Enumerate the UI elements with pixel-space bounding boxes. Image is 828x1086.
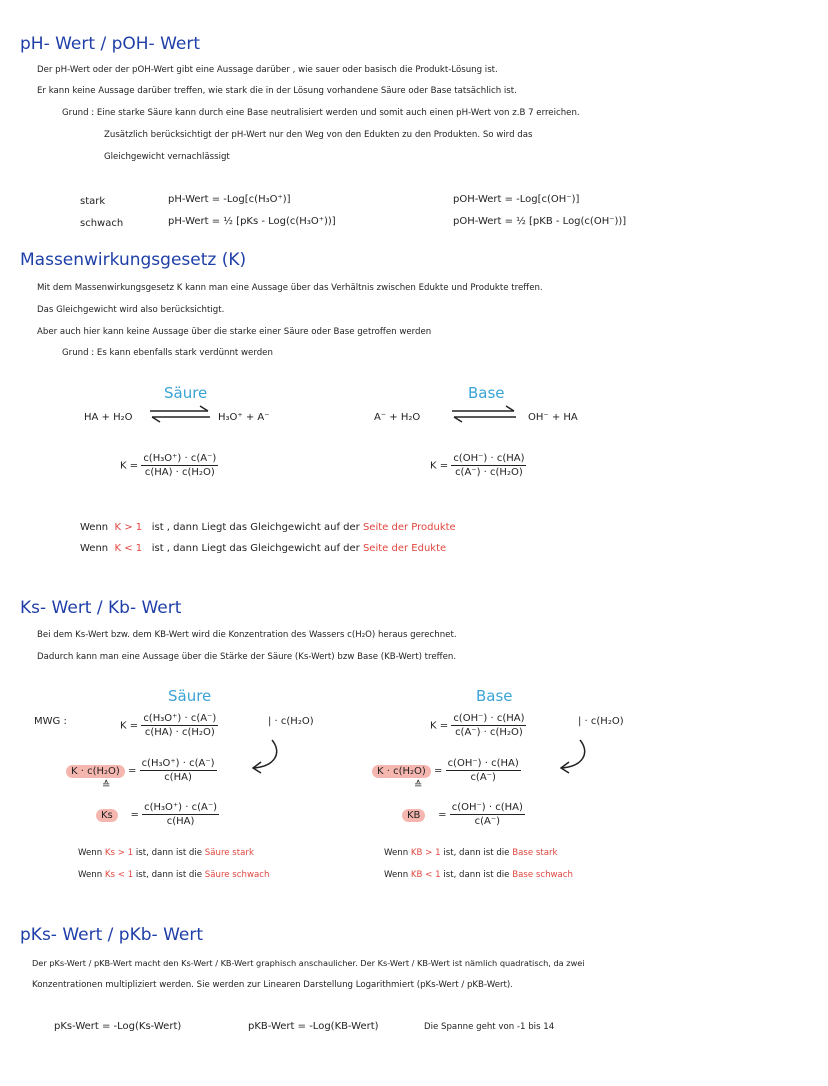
- fraction-numerator: c(OH⁻) · c(HA): [453, 453, 525, 464]
- fraction-numerator: c(H₃O⁺) · c(A⁻): [143, 713, 217, 724]
- fraction-denominator: c(A⁻) · c(H₂O): [455, 727, 523, 738]
- rule-result: Säure schwach: [204, 870, 270, 880]
- highlight-kb: KB: [402, 809, 425, 822]
- range-note: Die Spanne geht von -1 bis 14: [424, 1022, 555, 1032]
- rule-result: Seite der Produkte: [362, 522, 456, 533]
- fraction-denominator: c(A⁻) · c(H₂O): [455, 467, 523, 478]
- eq-saeure-left: HA + H₂O: [84, 412, 133, 423]
- label-schwach: schwach: [80, 218, 124, 229]
- equilibrium-arrow-icon: [452, 404, 518, 424]
- highlight-k-water: K · c(H₂O): [372, 765, 431, 778]
- fraction-numerator: c(H₃O⁺) · c(A⁻): [141, 758, 215, 769]
- rule-word: Wenn: [78, 870, 103, 880]
- text-line: Bei dem Ks-Wert bzw. dem KB-Wert wird die Konzentration des Wassers c(H₂O) heraus gerechnet.: [37, 630, 457, 640]
- section-title-pks: pKs- Wert / pKb- Wert: [20, 925, 203, 945]
- fraction-numerator: c(OH⁻) · c(HA): [447, 758, 519, 769]
- section-title-ks: Ks- Wert / Kb- Wert: [20, 598, 182, 618]
- rule-text: ist , dann Liegt das Gleichgewicht auf der: [151, 543, 360, 554]
- equals-sign: =: [130, 809, 139, 821]
- rule-condition: K > 1: [114, 522, 143, 533]
- text-line: Grund : Es kann ebenfalls stark verdünnt werden: [62, 348, 273, 358]
- highlight-ks: Ks: [96, 809, 118, 822]
- rule-result: Säure stark: [204, 848, 254, 858]
- k-prefix: K =: [120, 460, 139, 472]
- rule-text: ist, dann ist die: [443, 848, 510, 858]
- k-saeure-formula: [120, 713, 218, 738]
- fraction-numerator: c(OH⁻) · c(HA): [453, 713, 525, 724]
- k-times-water-row: [66, 758, 217, 783]
- rule-kb-greater: [384, 848, 557, 858]
- k-prefix: K =: [430, 720, 449, 732]
- equals-sign: =: [127, 765, 137, 777]
- rule-word: Wenn: [384, 848, 409, 858]
- section-title-mwg: Massenwirkungsgesetz (K): [20, 250, 247, 270]
- k-base-formula: [430, 453, 526, 478]
- label-saeure: Säure: [164, 384, 208, 402]
- text-line: Dadurch kann man eine Aussage über die Stärke der Säure (Ks-Wert) bzw Base (KB-Wert) treffen.: [37, 652, 457, 662]
- equals-sign: =: [433, 765, 443, 777]
- k-saeure-formula: [120, 453, 218, 478]
- k-prefix: K =: [430, 460, 449, 472]
- label-mwg: MWG :: [34, 716, 67, 727]
- multiply-water: | · c(H₂O): [268, 716, 314, 727]
- eq-saeure-right: H₃O⁺ + A⁻: [218, 412, 270, 423]
- rule-k-greater: [80, 522, 456, 533]
- text-line: Der pKs-Wert / pKB-Wert macht den Ks-Wert / KB-Wert graphisch anschaulicher. Der Ks-Wert / KB-Wert ist nämlich quadratisch, da zwei: [32, 958, 585, 968]
- rule-k-less: [80, 543, 446, 554]
- text-line: Aber auch hier kann keine Aussage über die starke einer Säure oder Base getroffen werden: [37, 327, 432, 337]
- fraction-numerator: c(H₃O⁺) · c(A⁻): [143, 453, 217, 464]
- rule-condition: KB > 1: [410, 848, 441, 858]
- curved-arrow-icon: [248, 738, 282, 774]
- label-base: Base: [468, 384, 505, 402]
- rule-text: ist, dann ist die: [443, 870, 510, 880]
- rule-result: Base stark: [512, 848, 558, 858]
- highlight-k-water: K · c(H₂O): [66, 765, 125, 778]
- fraction-denominator: c(HA): [164, 772, 192, 783]
- fraction-denominator: c(HA) · c(H₂O): [144, 727, 215, 738]
- text-line: Grund : Eine starke Säure kann durch eine Base neutralisiert werden und somit auch einen pH-Wert von z.B 7 erreichen.: [62, 108, 580, 118]
- eq-base-left: A⁻ + H₂O: [374, 412, 421, 423]
- k-base-formula: [430, 713, 526, 738]
- formula-pkb: pKB-Wert = -Log(KB-Wert): [248, 1021, 379, 1032]
- rule-condition: Ks > 1: [104, 848, 134, 858]
- label-saeure: Säure: [168, 687, 212, 705]
- rule-condition: Ks < 1: [104, 870, 134, 880]
- fraction-denominator: c(HA): [166, 816, 195, 827]
- label-base: Base: [476, 687, 513, 705]
- formula-ph-stark: pH-Wert = -Log[c(H₃O⁺)]: [168, 194, 291, 205]
- multiply-water: | · c(H₂O): [578, 716, 624, 727]
- rule-word: Wenn: [78, 848, 103, 858]
- k-prefix: K =: [120, 720, 139, 732]
- k-times-water-row: [372, 758, 521, 783]
- rule-condition: KB < 1: [410, 870, 441, 880]
- rule-ks-greater: [78, 848, 254, 858]
- rule-ks-less: [78, 870, 269, 880]
- formula-poh-schwach: pOH-Wert = ½ [pKB - Log(c(OH⁻))]: [453, 216, 627, 227]
- rule-word: Wenn: [80, 543, 109, 554]
- formula-ph-schwach: pH-Wert = ½ [pKs - Log(c(H₃O⁺))]: [168, 216, 336, 227]
- fraction-denominator: c(A⁻): [470, 772, 496, 783]
- text-line: Das Gleichgewicht wird also berücksichtigt.: [37, 305, 225, 315]
- rule-kb-less: [384, 870, 573, 880]
- rule-text: ist , dann Liegt das Gleichgewicht auf der: [151, 522, 360, 533]
- curved-arrow-icon: [556, 738, 590, 774]
- formula-pks: pKs-Wert = -Log(Ks-Wert): [54, 1021, 182, 1032]
- text-line: Gleichgewicht vernachlässigt: [104, 152, 230, 162]
- rule-word: Wenn: [384, 870, 409, 880]
- formula-poh-stark: pOH-Wert = -Log[c(OH⁻)]: [453, 194, 580, 205]
- label-stark: stark: [80, 196, 106, 207]
- fraction-denominator: c(A⁻): [474, 816, 501, 827]
- rule-text: ist, dann ist die: [135, 870, 203, 880]
- equilibrium-arrow-icon: [150, 404, 212, 424]
- eq-base-right: OH⁻ + HA: [528, 412, 578, 423]
- rule-result: Base schwach: [512, 870, 573, 880]
- text-line: Zusätzlich berücksichtigt der pH-Wert nur den Weg von den Edukten zu den Produkten. So wird das: [104, 130, 533, 140]
- section-title-ph: pH- Wert / pOH- Wert: [20, 34, 200, 54]
- equals-sign: =: [438, 809, 447, 821]
- corresponds-sign: ≙: [414, 780, 423, 791]
- text-line: Mit dem Massenwirkungsgesetz K kann man eine Aussage über das Verhältnis zwischen Edukte und Produkte treffen.: [37, 283, 543, 293]
- rule-result: Seite der Edukte: [362, 543, 447, 554]
- text-line: Konzentrationen multipliziert werden. Sie werden zur Linearen Darstellung Logarithmiert (pKs-Wert / pKB-Wert).: [32, 980, 513, 990]
- fraction-numerator: c(H₃O⁺) · c(A⁻): [144, 802, 218, 813]
- text-line: Er kann keine Aussage darüber treffen, wie stark die in der Lösung vorhandene Säure oder Base tatsächlich ist.: [37, 86, 517, 96]
- kb-row: [402, 802, 525, 827]
- rule-word: Wenn: [80, 522, 109, 533]
- rule-condition: K < 1: [114, 543, 143, 554]
- fraction-numerator: c(OH⁻) · c(HA): [451, 802, 523, 813]
- rule-text: ist, dann ist die: [135, 848, 203, 858]
- ks-row: [96, 802, 219, 827]
- text-line: Der pH-Wert oder der pOH-Wert gibt eine Aussage darüber , wie sauer oder basisch die Produkt-Lösung ist.: [37, 65, 498, 75]
- fraction-denominator: c(HA) · c(H₂O): [144, 467, 215, 478]
- corresponds-sign: ≙: [102, 780, 111, 791]
